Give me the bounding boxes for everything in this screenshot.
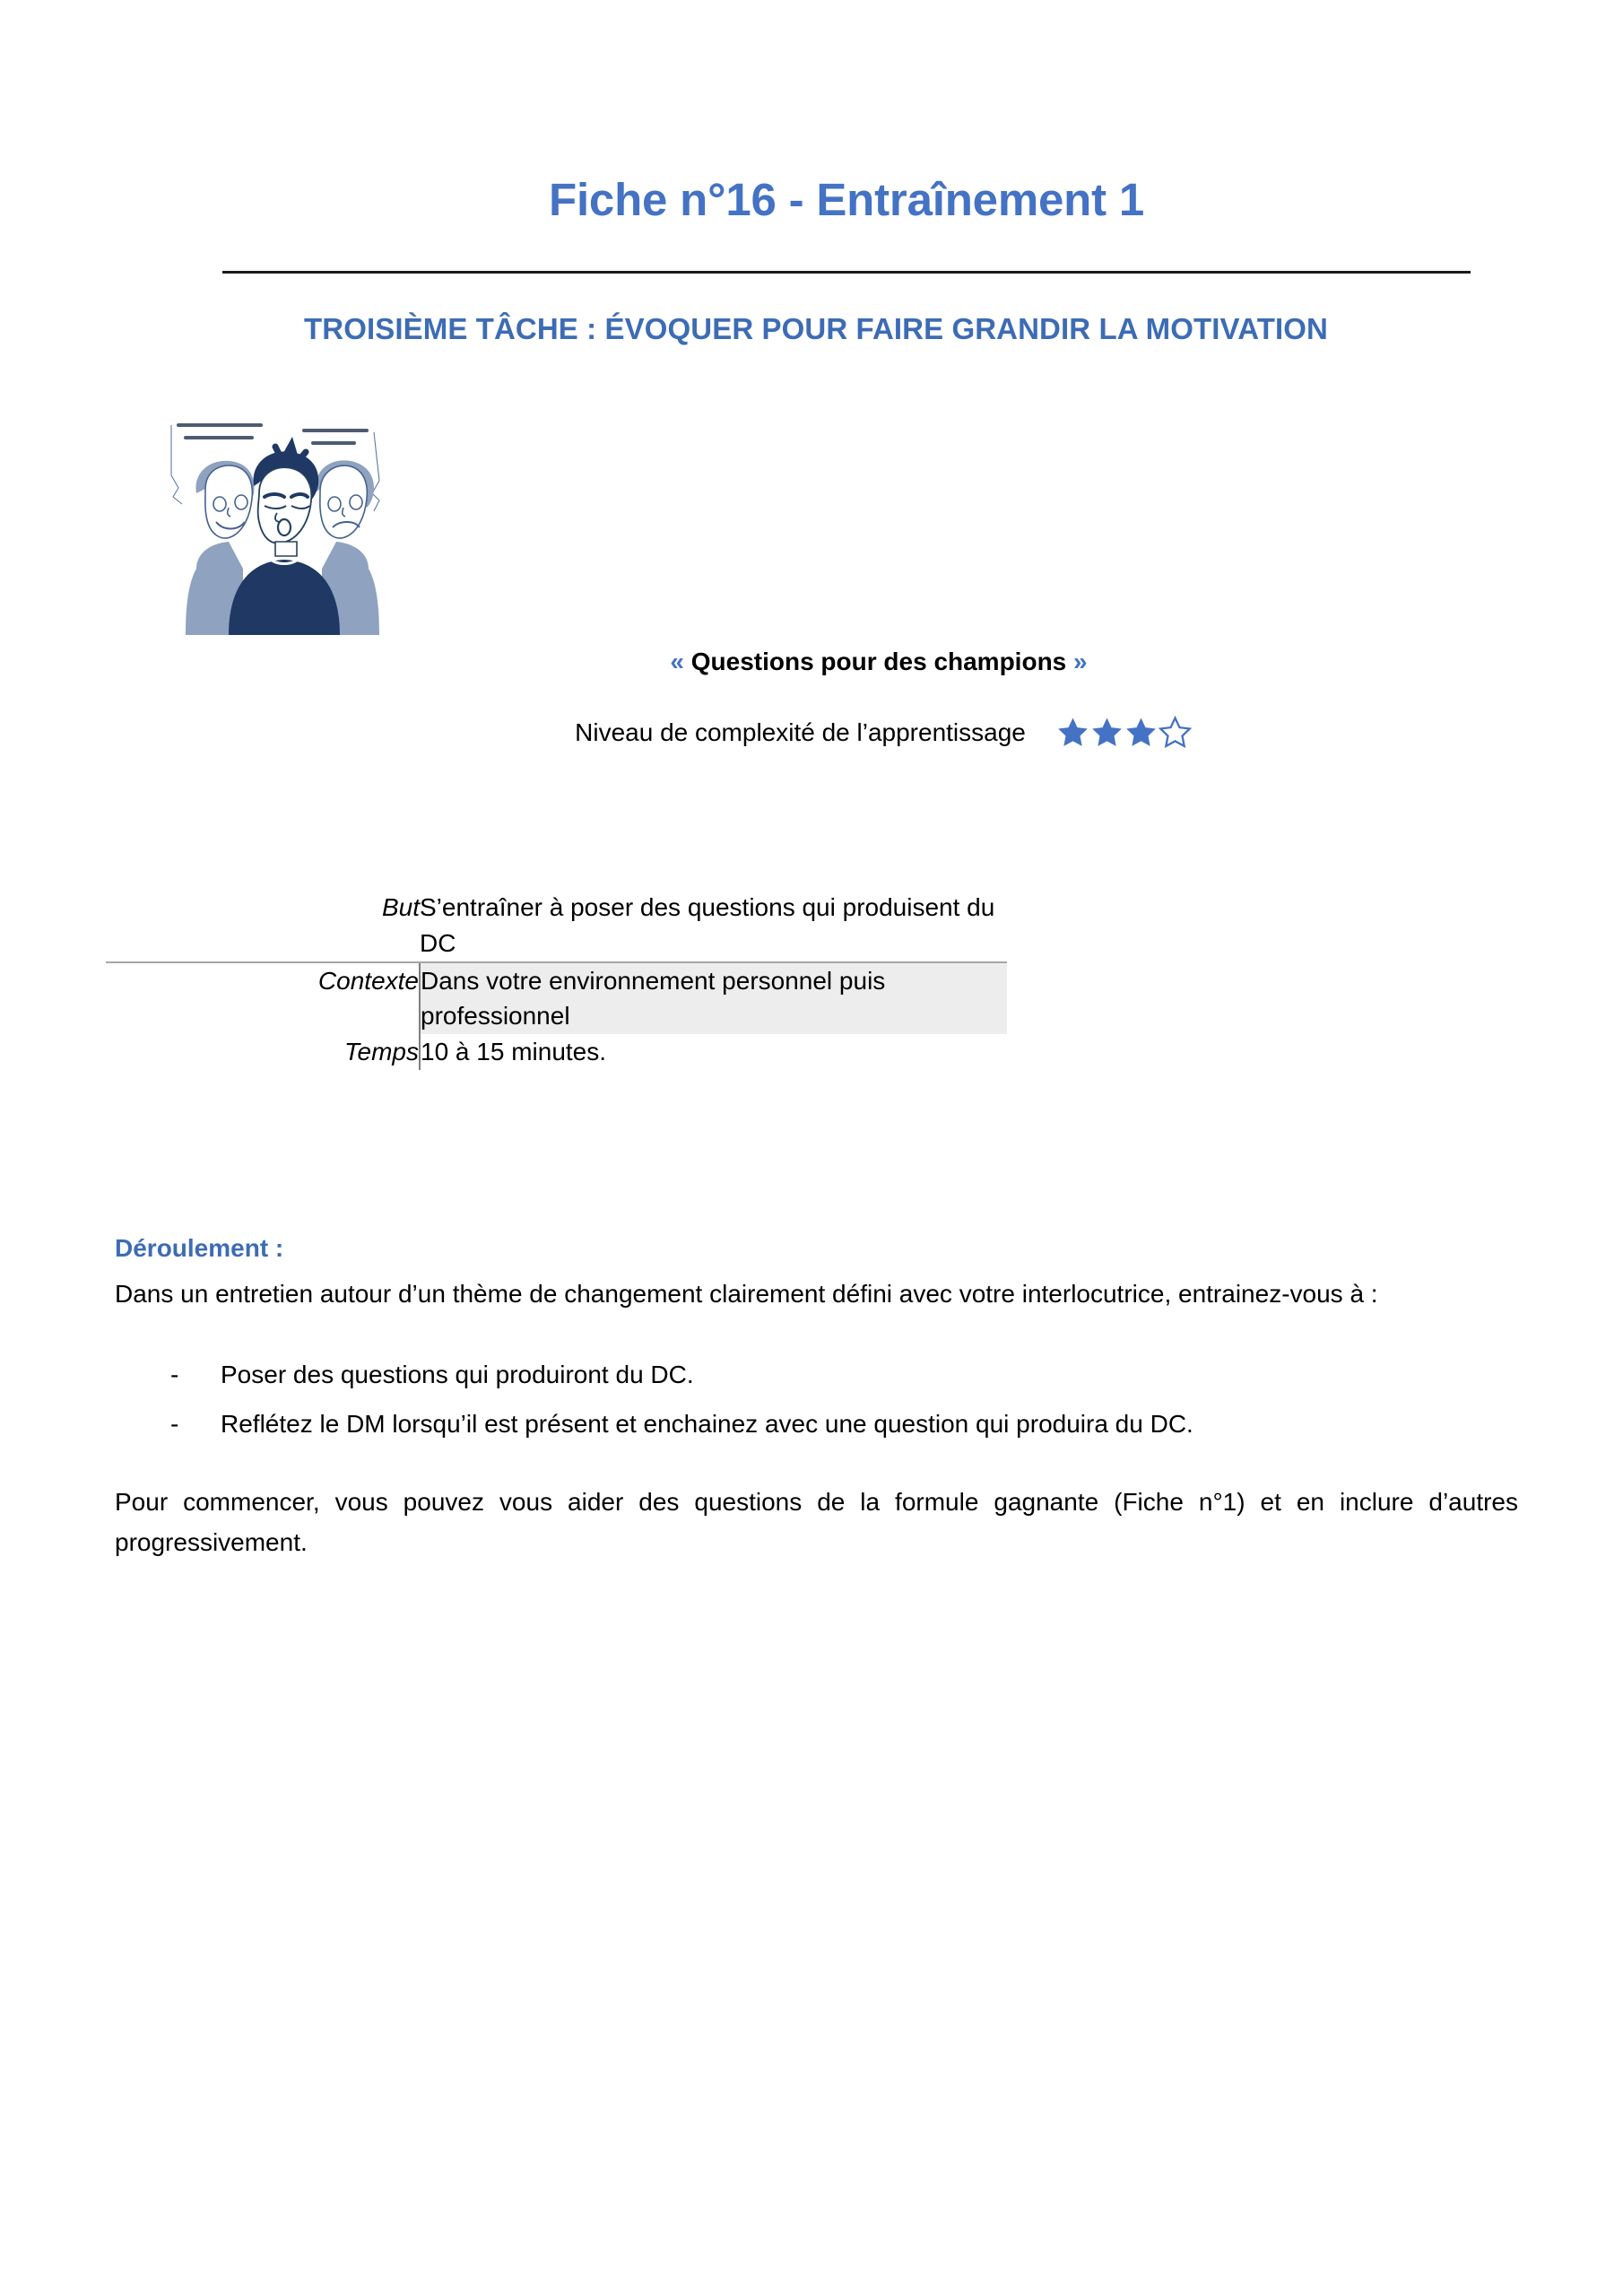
list-item <box>115 1354 1518 1395</box>
section-subtitle: TROISIÈME TÂCHE : ÉVOQUER POUR FAIRE GRANDIR LA MOTIVATION <box>304 312 1328 345</box>
table-row <box>106 962 1007 1035</box>
bullet-marker: - <box>170 1361 179 1388</box>
star-filled-icon <box>1056 716 1089 749</box>
table-cell-value: 10 à 15 minutes. <box>420 1034 1007 1070</box>
list-item-text: Poser des questions qui produiront du DC. <box>221 1361 694 1388</box>
procedure-bullet-list <box>115 1354 1518 1454</box>
star-outline-icon <box>1159 716 1192 749</box>
table-cell-value: S’entraîner à poser des questions qui produisent du DC <box>420 890 1007 962</box>
complexity-label: Niveau de complexité de l’apprentissage <box>575 718 1026 746</box>
page-title: Fiche n°16 - Entraînement 1 <box>549 174 1144 225</box>
exercise-info-table <box>106 890 1007 1070</box>
ambivalence-three-heads-illustration <box>166 411 399 644</box>
procedure-intro-paragraph: Dans un entretien autour d’un thème de changement clairement défini avec votre interlocutrice, entrainez-vous à : <box>115 1280 1378 1308</box>
star-filled-icon <box>1124 716 1158 749</box>
bullet-marker: - <box>170 1410 179 1439</box>
exercise-quote-title <box>430 648 1327 676</box>
table-cell-label: But <box>106 890 420 962</box>
table-cell-label: Temps <box>343 1038 419 1065</box>
complexity-star-rating <box>1056 716 1192 749</box>
list-item <box>115 1404 1518 1444</box>
list-item-text: Reflétez le DM lorsqu’il est présent et enchainez avec une question qui produira du DC. <box>221 1410 1193 1439</box>
table-cell-label: Contexte <box>317 966 419 995</box>
guillemet-open-icon: « <box>670 648 684 675</box>
table-cell-value: Dans votre environnement personnel puis professionnel <box>420 962 1007 1035</box>
title-divider-rule <box>222 271 1471 274</box>
guillemet-close-icon: » <box>1073 648 1088 675</box>
exercise-title-text: Questions pour des champions <box>690 648 1067 675</box>
procedure-closing-paragraph: Pour commencer, vous pouvez vous aider des questions de la formule gagnante (Fiche n°1) et en inclure d’autres progressivement. <box>115 1488 1518 1557</box>
table-row <box>106 890 1007 962</box>
table-row <box>106 1034 1007 1070</box>
complexity-rating-row <box>430 716 1336 749</box>
procedure-heading: Déroulement : <box>115 1234 284 1262</box>
star-filled-icon <box>1090 716 1124 749</box>
